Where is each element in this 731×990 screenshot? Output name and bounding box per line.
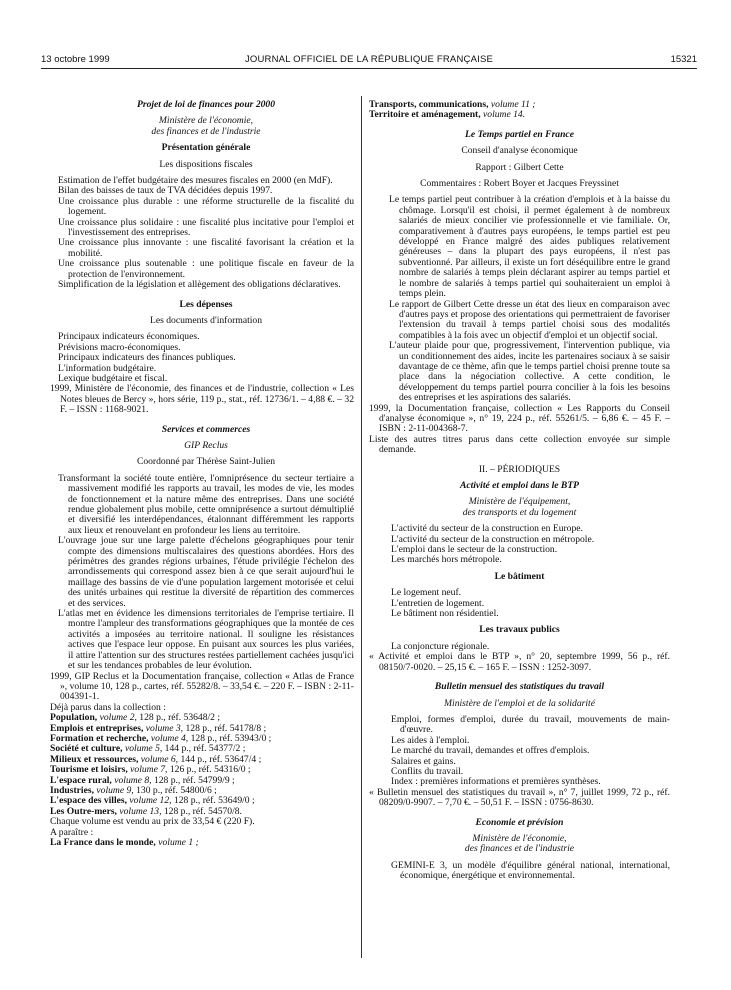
ministry-line-2: des transports et du logement bbox=[462, 506, 577, 518]
body-paragraph: L'ouvrage joue sur une large palette d'échelons géographiques pour tenir compte des dimensions multiscalaires des questions abordées. Hors des périmètres des grandes régions urbaines, l'étude privilégie l'échelon des arrondissements qui correspond assez bien à ce que serait aujourd'hui le maillage des bassins de vie d'une population largement motorisée et celui des unités urbaines qui restitue la diversité de répartition des commerces et des services. bbox=[58, 535, 354, 609]
deja-parus-label: Déjà parus dans la collection : bbox=[50, 701, 166, 713]
body-paragraph: L'atlas met en évidence les dimensions territoriales de l'emprise tertiaire. Il montre l'ampleur des transformations géographiques que la montée de ces activités a imposées au territoire national. Il souligne les résistances actives que l'espace leur oppose. En puisant aux sources les plus variées, il attire l'attention sur des structures restées partiellement cachées jusqu'ici et sur les tendances probables de leur évolution. bbox=[58, 608, 354, 672]
list-item: Prévisions macro-économiques. bbox=[58, 341, 181, 353]
section-title-temps-partiel: Le Temps partiel en France bbox=[465, 128, 574, 140]
heading-depenses: Les dépenses bbox=[179, 298, 233, 310]
conseil-line: Conseil d'analyse économique bbox=[461, 145, 578, 157]
list-item: Une croissance plus solidaire : une fiscalité plus incitative pour l'emploi et l'investissement des entreprises. bbox=[58, 216, 354, 239]
list-item: Principaux indicateurs économiques. bbox=[58, 331, 200, 343]
gemini-paragraph: GEMINI-E 3, un modèle d'équilibre général national, international, économique, énergétique et environnemental. bbox=[391, 859, 670, 882]
heading-dispositions-fiscales: Les dispositions fiscales bbox=[159, 158, 253, 170]
ministry-line-1: Ministère de l'économie, bbox=[158, 115, 254, 127]
list-item: Une croissance plus innovante : une fiscalité favorisant la création et la mobilité. bbox=[58, 237, 354, 259]
body-paragraph: L'auteur plaide pour que, progressivement, l'intervention publique, via un conditionnement des aides, incite les partenaires sociaux à se saisir davantage de ce thème, afin que le temps partiel choisi prenne toute sa place dans la négociation collective. A cette condition, le développement du temps partiel pourra concilier à la fois les besoins des entreprises et les aspirations des salariés. bbox=[389, 340, 670, 404]
list-item: Le bâtiment non résidentiel. bbox=[391, 608, 499, 620]
volume-item: L'espace des villes, volume 12, 128 p., réf. 53649/0 ; bbox=[50, 795, 255, 807]
left-column bbox=[50, 99, 354, 848]
bulletin-list bbox=[369, 715, 670, 788]
commentaires-line: Commentaires : Robert Boyer et Jacques Freyssinet bbox=[420, 178, 619, 190]
list-item: L'entretien de logement. bbox=[391, 597, 485, 609]
section-title-services-commerces: Services et commerces bbox=[161, 423, 251, 435]
price-line: Chaque volume est vendu au prix de 33,54 € (220 F). bbox=[50, 816, 255, 828]
heading-batiment: Le bâtiment bbox=[494, 570, 545, 582]
volume-item: Milieux et ressources, volume 6, 144 p., réf. 53647/4 ; bbox=[50, 753, 262, 765]
list-item: L'activité du secteur de la construction en Europe. bbox=[391, 523, 583, 535]
ministry-line: Ministère de l'emploi et de la solidarité bbox=[444, 697, 595, 709]
list-item: La conjoncture régionale. bbox=[391, 640, 490, 652]
list-item: Une croissance plus soutenable : une politique fiscale en faveur de la protection de l'environnement. bbox=[58, 258, 354, 280]
reference-rapports-cae: 1999, la Documentation française, collection « Les Rapports du Conseil d'analyse économique », n° 19, 224 p., réf. 55261/5. – 6,86 €. – 45 F. – ISBN : 2-11-004368-7. bbox=[369, 402, 670, 435]
body-paragraph: Le rapport de Gilbert Cette dresse un état des lieux en comparaison avec d'autres pays et propose des orientations qui permettraient de favoriser l'extension du travail à temps partiel choisi sous des modalités compatibles à la fois avec un objectif d'emploi et un objectif social. bbox=[389, 298, 670, 341]
volume-item: Population, volume 2, 128 p., réf. 53648/2 ; bbox=[50, 712, 221, 724]
list-item: Bilan des baisses de taux de TVA décidées depuis 1997. bbox=[58, 185, 273, 197]
list-item: L'information budgétaire. bbox=[58, 362, 157, 374]
list-item: Estimation de l'effet budgétaire des mesures fiscales en 2000 (en MdF). bbox=[58, 175, 333, 187]
volume-item: Transports, communications, volume 11 ; bbox=[369, 99, 536, 110]
list-item: Le logement neuf. bbox=[391, 587, 462, 599]
section-title-btp: Activité et emploi dans le BTP bbox=[459, 480, 580, 491]
page-header bbox=[41, 54, 697, 68]
section-title-projet-loi: Projet de loi de finances pour 2000 bbox=[136, 99, 276, 110]
body-paragraph: Transformant la société toute entière, l'omniprésence du secteur tertiaire a massivement modifié les rapports au travail, les modes de vie, les modes de fonctionnement et la nature même des entreprises. Dans une société rendue globalement plus mobile, cette omniprésence a surtout démultiplié et diversifié les interdépendances, étalonnant différemment les rapports aux lieux et renouvelant en profondeur les liens au territoire. bbox=[58, 472, 354, 536]
list-item: L'emploi dans le secteur de la construction. bbox=[391, 544, 558, 556]
volumes-list bbox=[50, 713, 354, 817]
header-page-number: 15321 bbox=[670, 54, 697, 65]
btp-list bbox=[369, 524, 670, 566]
batiment-list bbox=[369, 588, 670, 619]
right-column bbox=[369, 100, 670, 882]
volume-item: Société et culture, volume 5, 144 p., réf. 54377/2 ; bbox=[50, 743, 246, 755]
volume-item: La France dans le monde, volume 1 ; bbox=[50, 837, 199, 848]
section-title-bulletin-mensuel: Bulletin mensuel des statistiques du travail bbox=[434, 681, 605, 693]
reference-btp: « Activité et emploi dans le BTP », n° 20, septembre 1999, 56 p., réf. 08150/7-0020. – 25,15 €. – 165 F. – ISSN : 1252-3097. bbox=[369, 651, 670, 673]
reference-notes-bleues: 1999, Ministère de l'économie, des finances et de l'industrie, collection « Les Notes bleues de Bercy », hors série, 119 p., stat., réf. 12736/1. – 4,88 €. – 32 F. – ISSN : 1168-9021. bbox=[50, 383, 354, 416]
heading-periodiques: II. – PÉRIODIQUES bbox=[478, 463, 561, 475]
header-date: 13 octobre 1999 bbox=[41, 54, 110, 65]
a-paraitre-label: A paraître : bbox=[50, 826, 94, 838]
list-item: Emploi, formes d'emploi, durée du travail, mouvements de main-d'œuvre. bbox=[391, 713, 670, 736]
list-item: Index : premières informations et premières synthèses. bbox=[391, 776, 601, 788]
heading-travaux-publics: Les travaux publics bbox=[479, 624, 560, 636]
list-item: Le marché du travail, demandes et offres d'emplois. bbox=[391, 745, 590, 757]
list-item: Lexique budgétaire et fiscal. bbox=[58, 372, 168, 384]
volume-item: Tourisme et loisirs, volume 7, 126 p., réf. 54316/0 ; bbox=[50, 764, 251, 776]
dispositions-list bbox=[58, 176, 354, 290]
list-item: Simplification de la législation et allègement des obligations déclaratives. bbox=[58, 279, 341, 291]
list-item: L'activité du secteur de la construction en métropole. bbox=[391, 533, 595, 545]
list-item: Les aides à l'emploi. bbox=[391, 734, 470, 746]
header-rule bbox=[41, 68, 697, 69]
volume-item: Les Outre-mers, volume 13, 128 p., réf. 54570/8. bbox=[50, 805, 242, 817]
ministry-line-2: des finances et de l'industrie bbox=[151, 125, 261, 137]
ministry-line-2: des finances et de l'industrie bbox=[464, 843, 575, 855]
volume-item: Formation et recherche, volume 4, 128 p., réf. 53943/0 ; bbox=[50, 732, 272, 744]
list-item: Conflits du travail. bbox=[391, 765, 464, 777]
coordination-line: Coordonné par Thérèse Saint-Julien bbox=[136, 456, 276, 468]
section-title-economie-prevision: Economie et prévision bbox=[475, 816, 564, 828]
rapport-line: Rapport : Gilbert Cette bbox=[475, 161, 564, 173]
list-item: Principaux indicateurs des finances publiques. bbox=[58, 352, 236, 364]
volume-item: L'espace rural, volume 8, 128 p., réf. 54799/9 ; bbox=[50, 774, 235, 786]
reference-bulletin: « Bulletin mensuel des statistiques du travail », n° 7, juillet 1999, 72 p., réf. 08209/0-9907. – 7,70 €. – 50,51 F. – ISSN : 0756-8630. bbox=[369, 786, 670, 809]
volume-item: Territoire et aménagement, volume 14. bbox=[369, 109, 526, 121]
list-item: Une croissance plus durable : une réforme structurelle de la fiscalité du logement. bbox=[58, 195, 354, 218]
body-paragraph: Le temps partiel peut contribuer à la création d'emplois et à la baisse du chômage. Lorsqu'il est choisi, il permet également à de nombreux salariés de mieux concilier vie professionnelle et vie familiale. Or, comparativement à d'autres pays européens, le temps partiel est peu développé en France malgré des aides publiques relativement généreuses – dans la plupart des pays européens, il n'est pas subventionné. Par ailleurs, il existe un fort déséquilibre entre le grand nombre de salariés à temps plein déclarant aspirer au temps partiel et le nombre de salariés à temps partiel qui souhaiteraient un emploi à temps plein. bbox=[389, 194, 670, 300]
ministry-line-1: Ministère de l'équipement, bbox=[468, 496, 571, 508]
list-item: Les marchés hors métropole. bbox=[391, 554, 502, 566]
liste-titres-line: Liste des autres titres parus dans cette collection envoyée sur simple demande. bbox=[369, 433, 670, 456]
list-item: Salaires et gains. bbox=[391, 755, 456, 767]
reference-atlas: 1999, GIP Reclus et la Documentation française, collection « Atlas de France », volume 10, 128 p., cartes, réf. 55282/8. – 33,54 €. – 220 F. – ISBN : 2-11-004391-1. bbox=[50, 670, 354, 703]
ministry-line-1: Ministère de l'économie, bbox=[472, 832, 567, 844]
volume-item: Emplois et entreprises, volume 3, 128 p., réf. 54178/8 ; bbox=[50, 722, 267, 734]
heading-documents-information: Les documents d'information bbox=[149, 314, 263, 326]
subtitle-gip-reclus: GIP Reclus bbox=[184, 439, 228, 451]
volume-item: Industries, volume 9, 130 p., réf. 54800/6 ; bbox=[50, 784, 217, 796]
heading-presentation-generale: Présentation générale bbox=[161, 142, 251, 154]
header-journal-title: JOURNAL OFFICIEL DE LA RÉPUBLIQUE FRANÇAISE bbox=[244, 54, 494, 65]
column-divider bbox=[361, 96, 362, 958]
documents-list bbox=[58, 332, 354, 384]
